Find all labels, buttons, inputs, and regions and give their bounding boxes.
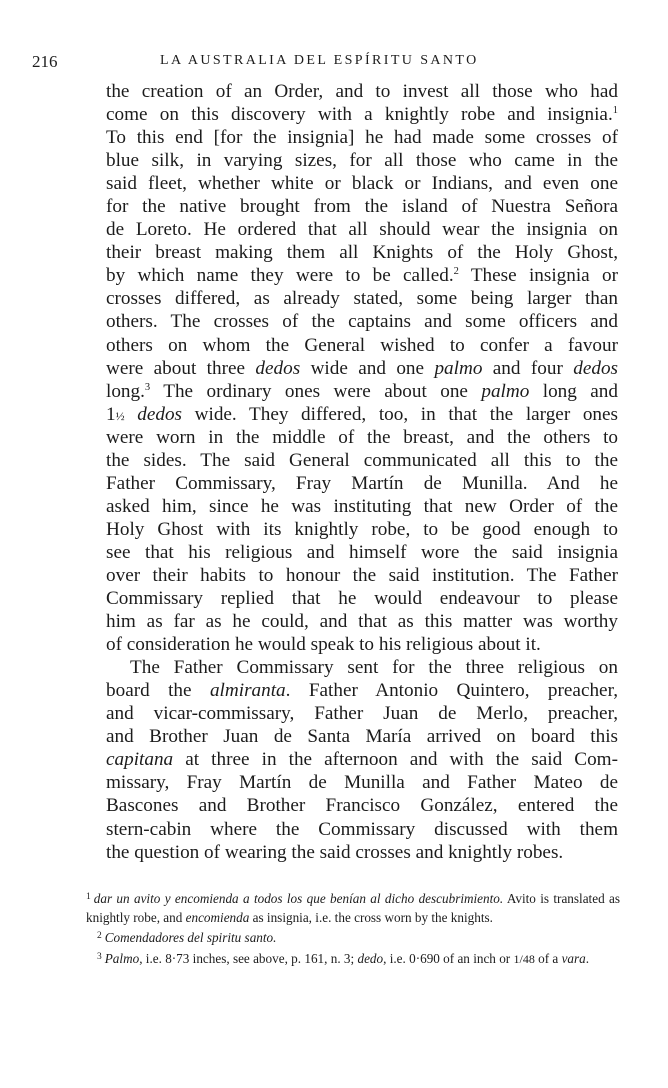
text-line: were about three dedos wide and one palmo and four dedos (106, 357, 618, 379)
text-line: others. The crosses of the captains and some officers and (106, 311, 618, 333)
text-line: for the native brought from the island of Nuestra Señora (106, 196, 618, 218)
text-line: 1½ dedos wide. They differed, too, in that the larger ones (106, 403, 619, 425)
text-line: To this end [for the insignia] he had made some crosses of (106, 127, 618, 149)
text-line: The Father Commissary sent for the three religious on (130, 657, 618, 679)
footnote-1: $^1$ dar un avito y encomienda a todos los que benían al dicho descubrimiento. Avito is translated as knightly robe, and encomienda as insignia, i.e. the cross worn by the knights. (86, 891, 621, 925)
text-line: de Loreto. He ordered that all should wear the insignia on (106, 219, 618, 241)
text-line: were worn in the middle of the breast, and the others to (106, 426, 618, 448)
footnote-2: $^2$ Comendadores del spiritu santo. (97, 930, 277, 946)
text-line: said fleet, whether white or black or Indians, and even one (106, 173, 618, 195)
text-line: Holy Ghost with its knightly robe, to be good enough to (106, 518, 618, 540)
text-line: him as far as he could, and that as this matter was worthy (106, 611, 618, 633)
footnote-number: 1 (86, 892, 91, 902)
text-line: board the almiranta. Father Antonio Quintero, preacher, (106, 680, 618, 702)
text-line: asked him, since he was instituting that new Order of the (106, 495, 618, 517)
text-line: blue silk, in varying sizes, for all those who came in the (106, 150, 618, 172)
text-line: see that his religious and himself wore the said insignia (106, 541, 618, 563)
text-line: stern-cabin where the Commissary discussed with them (106, 818, 618, 840)
body-text (106, 80, 618, 864)
text-line: long.$^3$ The ordinary ones were about one palmo long and (106, 380, 618, 402)
running-title: LA AUSTRALIA DEL ESPÍRITU SANTO (160, 53, 479, 68)
text-line: and Brother Juan de Santa María arrived on board this (106, 726, 618, 748)
text-line: capitana at three in the afternoon and with the said Com- (106, 749, 618, 771)
fraction: 1/48 (513, 951, 535, 966)
text-line: their breast making them all Knights of the Holy Ghost, (106, 242, 618, 264)
text-line: of consideration he would speak to his religious about it. (106, 634, 541, 656)
page-number: 216 (32, 52, 58, 71)
text-line: the sides. The said General communicated all this to the (106, 449, 618, 471)
footnote-number: 3 (97, 951, 102, 962)
text-line: the creation of an Order, and to invest all those who had (106, 81, 618, 102)
footnote-ref: 2 (453, 266, 459, 278)
text-line: Father Commissary, Fray Martín de Munilla. And he (106, 472, 618, 494)
text-line: crosses differed, as already stated, some being larger than (106, 288, 618, 310)
footnote-ref: 3 (144, 381, 151, 393)
text-line: and vicar-commissary, Father Juan de Merlo, preacher, (106, 703, 618, 725)
footnotes (86, 888, 620, 968)
footnote-ref: 1 (612, 105, 618, 117)
text-line: by which name they were to be called.$^2$ These insignia or (106, 265, 618, 287)
text-line: come on this discovery with a knightly robe and insignia.$^1$ (106, 104, 618, 126)
text-line: others on whom the General wished to confer a favour (106, 334, 618, 356)
footnote-3: $^3$ Palmo, i.e. 8·73 inches, see above, p. 161, n. 3; dedo, i.e. 0·690 of an inch or 1/48 of a vara. (97, 950, 590, 966)
footnote-number: 2 (97, 931, 102, 942)
text-line: the question of wearing the said crosses and knightly robes. (106, 841, 564, 863)
text-line: Bascones and Brother Francisco González, entered the (106, 795, 618, 817)
footnote-spanish-quote: dar un avito y encomienda a todos los que benían al dicho descubrimiento. (93, 891, 504, 906)
text-line: missary, Fray Martín de Munilla and Father Mateo de (106, 772, 618, 794)
text-line: over their habits to honour the said institution. The Father (106, 564, 618, 586)
page-header (32, 52, 632, 74)
text-line: Commissary replied that he would endeavour to please (106, 588, 618, 610)
